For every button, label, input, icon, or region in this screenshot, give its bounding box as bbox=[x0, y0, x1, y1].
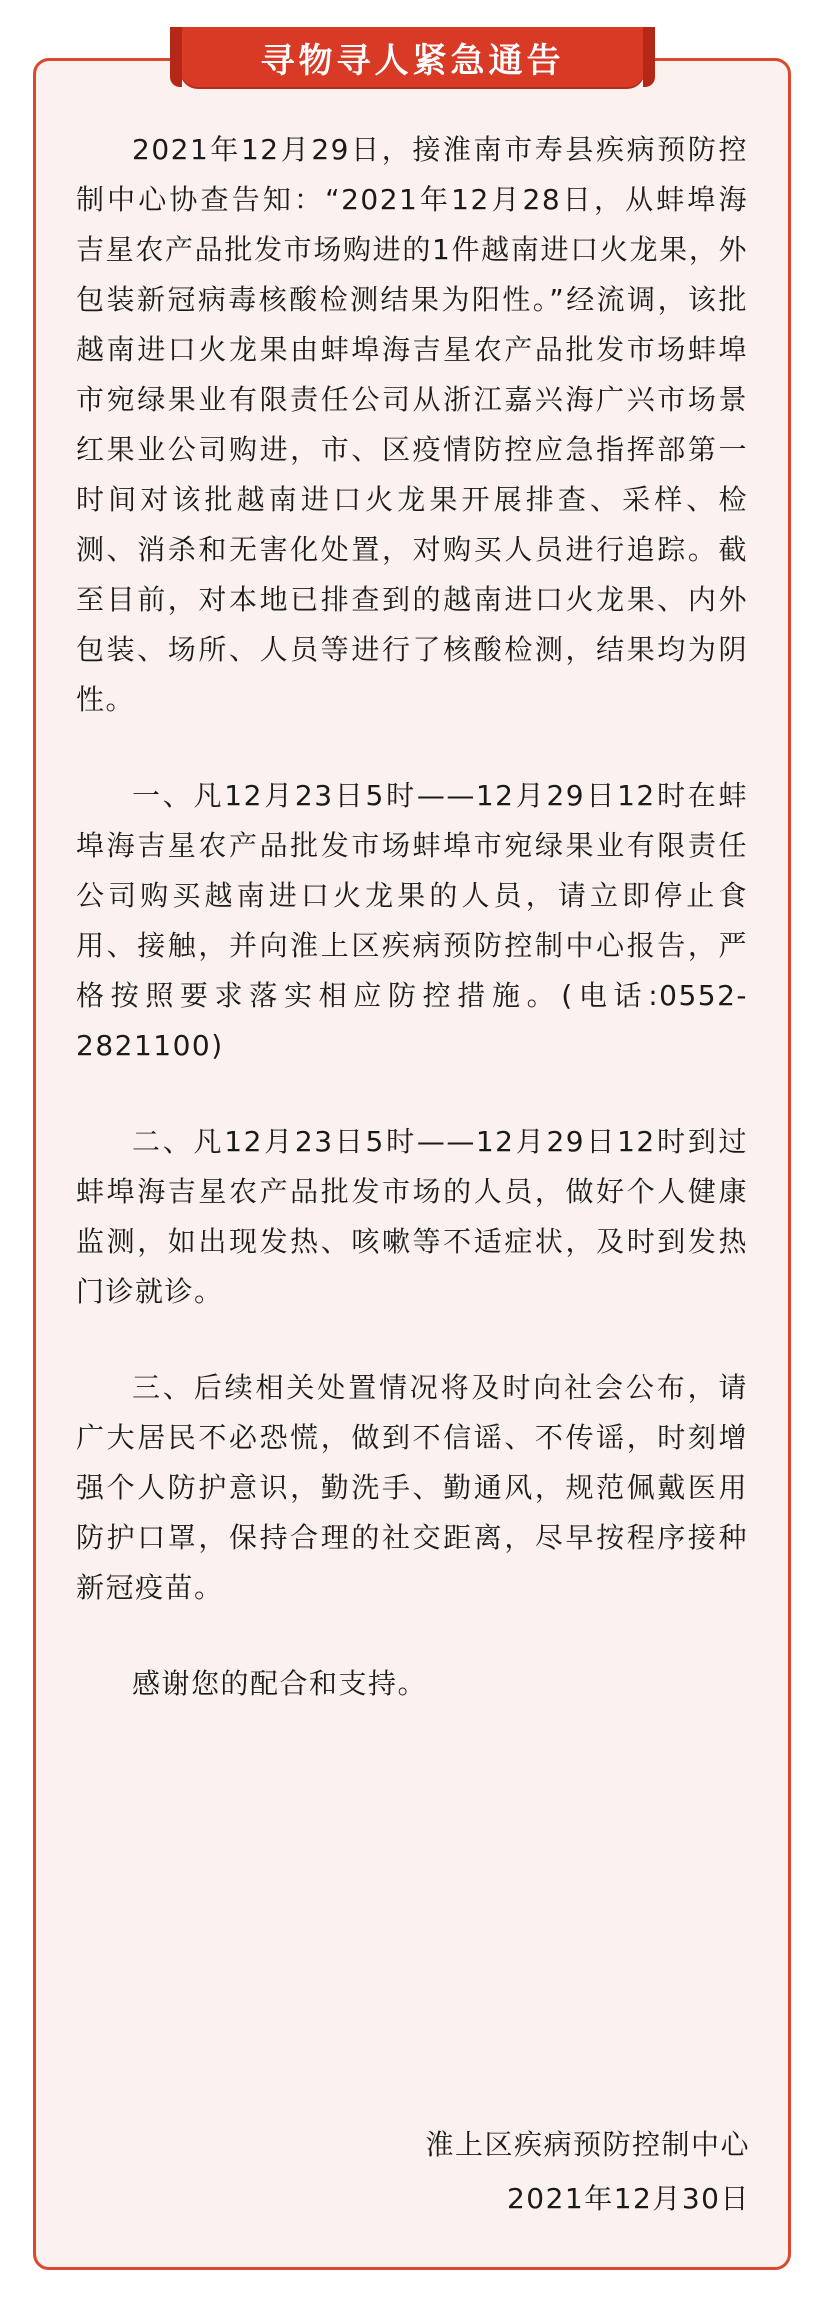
signature-block bbox=[425, 2118, 750, 2226]
thanks-paragraph: 感谢您的配合和支持。 bbox=[132, 1667, 428, 1700]
intro-paragraph: 2021年12月29日，接淮南市寿县疾病预防控制中心协查告知：“2021年12月28日，从蚌埠海吉星农产品批发市场购进的1件越南进口火龙果，外包装新冠病毒核酸检测结果为阳性。”经流调，该批越南进口火龙果由蚌埠海吉星农产品批发市场蚌埠市宛绿果业有限责任公司从浙江嘉兴海广兴市场景红果业公司购进，市、区疫情防控应急指挥部第一时间对该批越南进口火龙果开展排查、采样、检测、消杀和无害化处置，对购买人员进行追踪。截至目前，对本地已排查到的越南进口火龙果、内外包装、场所、人员等进行了核酸检测，结果均为阴性。 bbox=[76, 133, 748, 716]
item-one-paragraph: 一、凡12月23日5时——12月29日12时在蚌埠海吉星农产品批发市场蚌埠市宛绿果业有限责任公司购买越南进口火龙果的人员，请立即停止食用、接触，并向淮上区疾病预防控制中心报告，严格按照要求落实相应防控措施。(电话:0552-2821100) bbox=[76, 779, 748, 1062]
notice-body bbox=[76, 125, 748, 1755]
item-three-paragraph: 三、后续相关处置情况将及时向社会公布，请广大居民不必恐慌，做到不信谣、不传谣，时刻增强个人防护意识，勤洗手、勤通风，规范佩戴医用防护口罩，保持合理的社交距离，尽早按程序接种新冠疫苗。 bbox=[76, 1371, 748, 1604]
title-banner bbox=[180, 27, 645, 87]
signature-org: 淮上区疾病预防控制中心 bbox=[425, 2128, 750, 2161]
signature-date: 2021年12月30日 bbox=[506, 2182, 750, 2215]
notice-title: 寻物寻人紧急通告 bbox=[260, 40, 565, 81]
item-two-paragraph: 二、凡12月23日5时——12月29日12时到过蚌埠海吉星农产品批发市场的人员，做好个人健康监测，如出现发热、咳嗽等不适症状，及时到发热门诊就诊。 bbox=[76, 1125, 748, 1308]
